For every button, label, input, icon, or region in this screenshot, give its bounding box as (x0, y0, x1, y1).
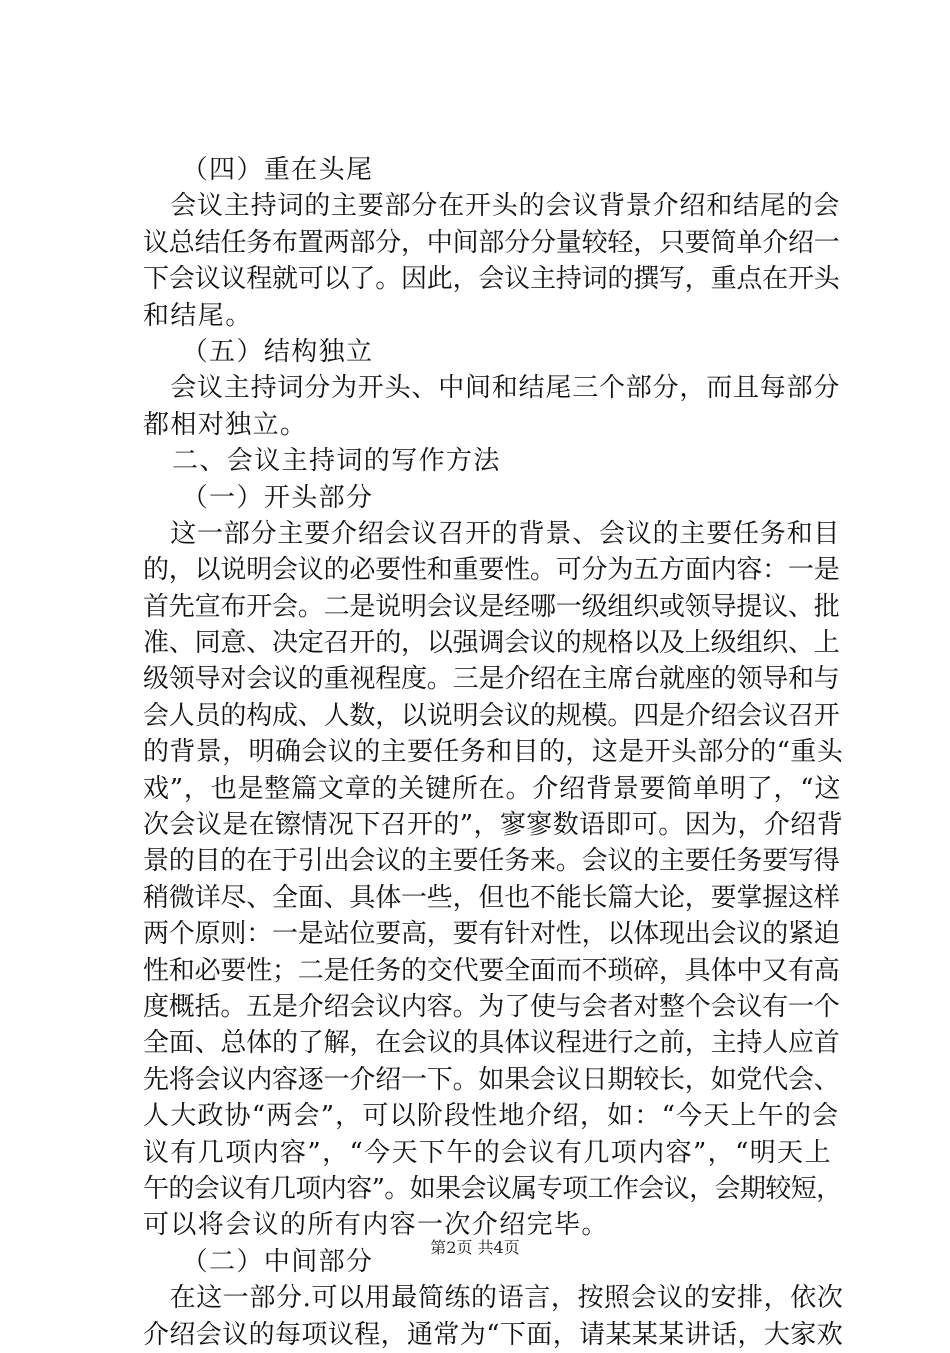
paragraph-line: 次会议是在镲情况下召开的”，寥寥数语即可。因为，介绍背 (143, 810, 844, 841)
heading-line: （四）重在头尾 (143, 155, 374, 185)
paragraph-line: 首先宣布开会。二是说明会议是经哪一级组织或领导提议、批 (143, 591, 840, 622)
page-number-footer: 第2页 共4页 (430, 1238, 520, 1257)
paragraph-line: 性和必要性；二是任务的交代要全面而不琐碎，具体中又有高 (143, 955, 840, 986)
paragraph-line: 可以将会议的所有内容一次介绍完毕。 (143, 1210, 609, 1241)
paragraph-line: 议总结任务布置两部分，中间部分分量较轻，只要简单介绍一 (143, 227, 840, 258)
paragraph-line: 午的会议有几项内容”。如果会议属专项工作会议，会期较短， (143, 1173, 842, 1204)
paragraph-line: 议有几项内容”，“今天下午的会议有几项内容”，“明天上 (143, 1137, 832, 1168)
paragraph-line: 级领导对会议的重视程度。三是介绍在主席台就座的领导和与 (143, 664, 840, 695)
paragraph-line: 都相对独立。 (143, 409, 308, 440)
heading-line: （五）结构独立 (143, 336, 374, 367)
heading-line: （二）中间部分 (143, 1246, 374, 1277)
paragraph-line: 先将会议内容逐一介绍一下。如果会议日期较长，如党代会、 (143, 1064, 840, 1095)
paragraph-line: 景的目的在于引出会议的主要任务来。会议的主要任务要写得 (143, 846, 840, 877)
paragraph-line: 全面、总体的了解，在会议的具体议程进行之前，主持人应首 (143, 1028, 840, 1059)
paragraph-line: 这一部分主要介绍会议召开的背景、会议的主要任务和目 (143, 518, 841, 549)
paragraph-line: 度概括。五是介绍会议内容。为了使与会者对整个会议有一个 (143, 991, 840, 1022)
paragraph-line: 的，以说明会议的必要性和重要性。可分为五方面内容：一是 (143, 555, 840, 586)
section-heading-line: 二、会议主持词的写作方法 (143, 446, 501, 477)
paragraph-line: 人大政协“两会”，可以阶段性地介绍，如：“今天上午的会 (143, 1101, 840, 1132)
paragraph-line: 下会议议程就可以了。因此，会议主持词的撰写，重点在开头 (143, 264, 840, 295)
paragraph-line: 介绍会议的每项议程，通常为“下面，请某某某讲话，大家欢 (143, 1319, 844, 1350)
paragraph-line: 的背景，明确会议的主要任务和目的，这是开头部分的“重头 (143, 737, 844, 768)
paragraph-line: 会人员的构成、人数，以说明会议的规模。四是介绍会议召开 (143, 700, 840, 731)
paragraph-line: 戏”，也是整篇文章的关键所在。介绍背景要简单明了，“这 (143, 773, 842, 804)
paragraph-line: 和结尾。 (143, 300, 253, 331)
paragraph-line: 稍微详尽、全面、具体一些，但也不能长篇大论，要掌握这样 (143, 882, 840, 913)
paragraph-line: 两个原则：一是站位要高，要有针对性，以体现出会议的紧迫 (143, 919, 840, 950)
document-body (143, 152, 843, 1353)
heading-line: （一）开头部分 (143, 482, 374, 513)
paragraph-line: 准、同意、决定召开的，以强调会议的规格以及上级组织、上 (143, 628, 840, 659)
paragraph-line: 会议主持词的主要部分在开头的会议背景介绍和结尾的会 (143, 191, 841, 222)
paragraph-line: 在这一部分.可以用最简练的语言，按照会议的安排，依次 (143, 1283, 844, 1314)
paragraph-line: 会议主持词分为开头、中间和结尾三个部分，而且每部分 (143, 373, 841, 404)
